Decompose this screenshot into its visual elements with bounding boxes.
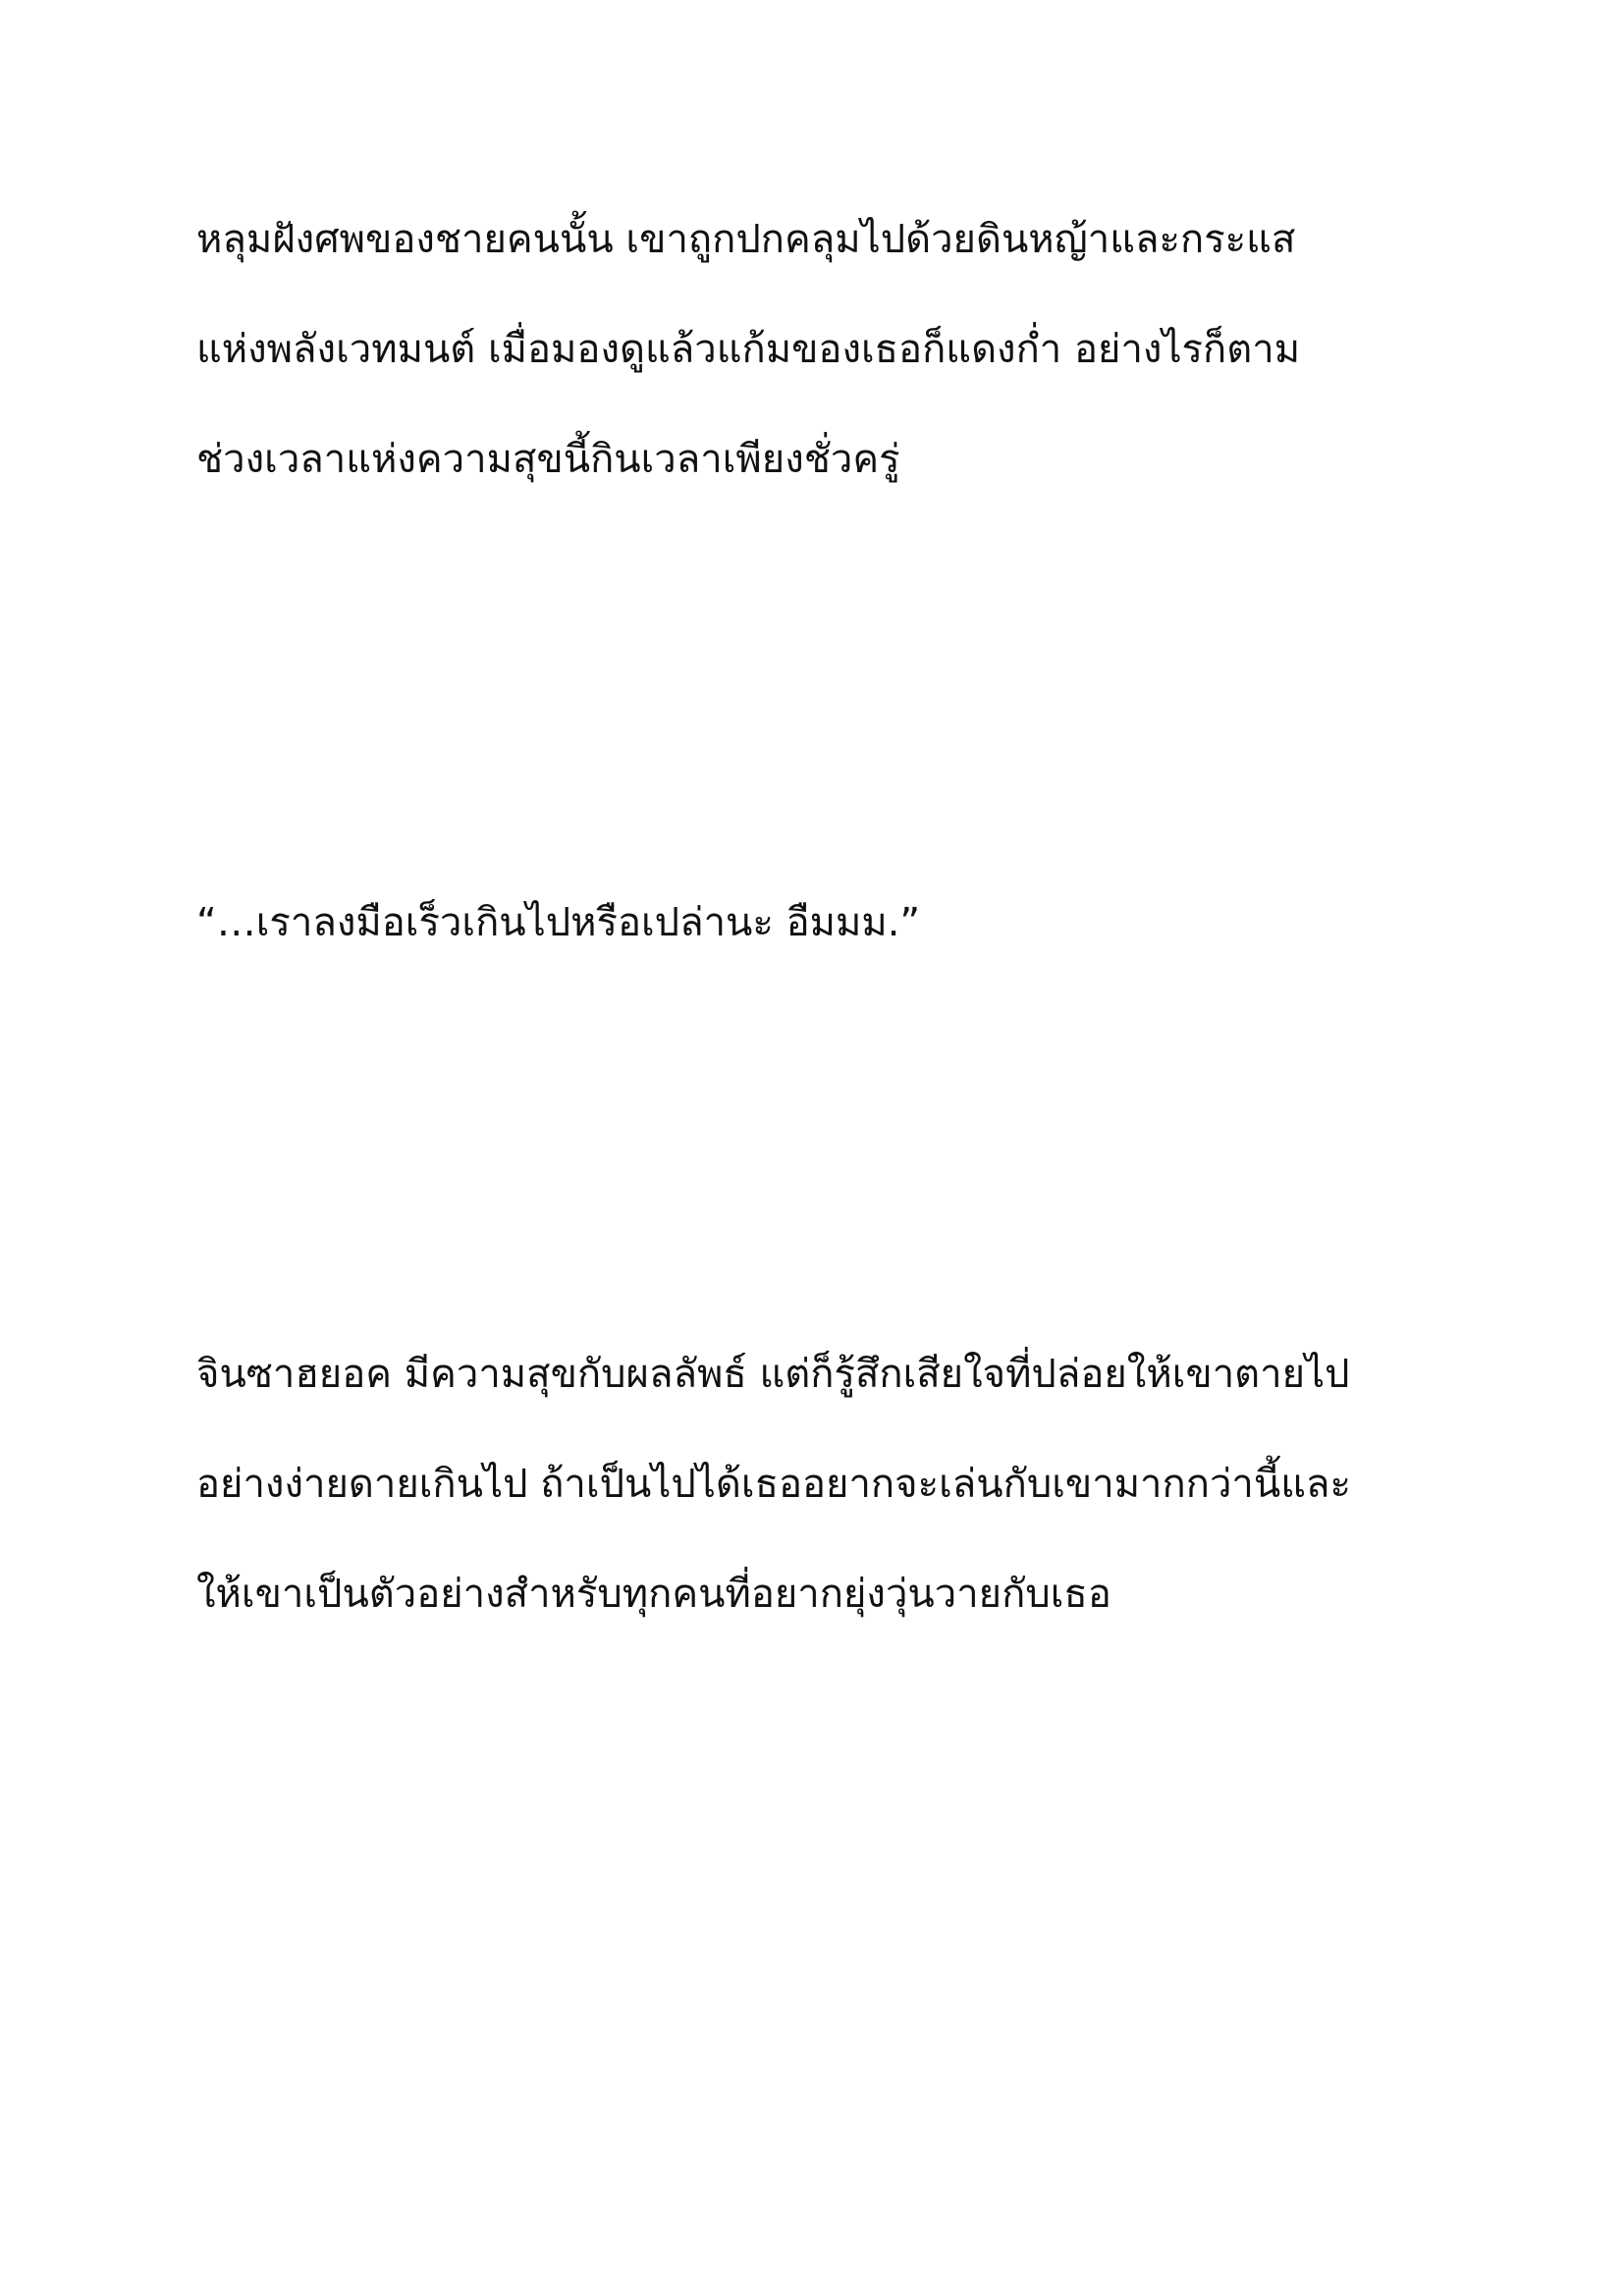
paragraph-line: จินซาฮยอค มีความสุขกับผลลัพธ์ แต่ก็รู้สึกเสียใจที่ปล่อยให้เขาตายไป: [196, 1352, 1350, 1397]
dialogue-line: “…เราลงมือเร็วเกินไปหรือเปล่านะ อืมมม.”: [196, 900, 921, 945]
paragraph-line: ช่วงเวลาแห่งความสุขนี้กินเวลาเพียงชั่วครู่: [196, 437, 900, 482]
paragraph-line: ให้เขาเป็นตัวอย่างสำหรับทุกคนที่อยากยุ่งวุ่นวายกับเธอ: [196, 1572, 1111, 1617]
paragraph-line: อย่างง่ายดายเกินไป ถ้าเป็นไปได้เธออยากจะเล่นกับเขามากกว่านี้และ: [196, 1462, 1351, 1507]
paragraph-jin-sahyeok: [196, 1319, 1492, 1649]
paragraph-line: แห่งพลังเวทมนต์ เมื่อมองดูแล้วแก้มของเธอก็แดงก่ำ อย่างไรก็ตาม: [196, 327, 1301, 372]
paragraph-grave: [196, 185, 1492, 514]
paragraph-dialogue: [196, 868, 1492, 978]
paragraph-line: หลุมฝังศพของชายคนนั้น เขาถูกปกคลุมไปด้วยดินหญ้าและกระแส: [196, 217, 1296, 262]
